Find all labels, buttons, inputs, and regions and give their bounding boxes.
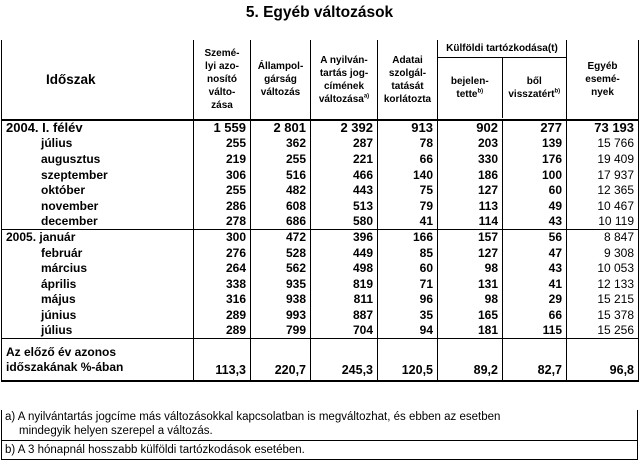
cell-citizenship: 608 [251,198,311,214]
cell-returned: 29 [503,292,567,308]
table-row [2,167,639,183]
cell-reported: 127 [438,182,503,198]
comparison-returned: 82,7 [503,338,567,381]
cell-data-restriction: 140 [378,167,438,183]
cell-personal-id: 255 [194,182,251,198]
comparison-personal-id: 113,3 [194,338,251,381]
cell-reported: 902 [438,120,503,136]
header-personal-id: Szemé- lyi azo- nosító válto- zása [194,40,251,120]
cell-other-events: 8 847 [567,229,639,245]
comparison-other-events: 96,8 [567,338,639,381]
row-period: április [2,276,194,292]
cell-data-restriction: 94 [378,323,438,339]
comparison-label: Az előző év azonos időszakának %-ában [2,338,194,381]
cell-citizenship: 993 [251,307,311,323]
table-row [2,245,639,261]
cell-returned: 47 [503,245,567,261]
row-period: május [2,292,194,308]
comparison-citizenship: 220,7 [251,338,311,381]
cell-citizenship: 362 [251,136,311,152]
row-period: augusztus [2,151,194,167]
cell-other-events: 15 766 [567,136,639,152]
cell-registration-title: 443 [311,182,378,198]
table-row [2,182,639,198]
cell-reported: 157 [438,229,503,245]
cell-reported: 98 [438,260,503,276]
cell-other-events: 15 215 [567,292,639,308]
header-other-events: Egyéb esemé- nyek [567,40,639,120]
cell-reported: 98 [438,292,503,308]
cell-citizenship: 2 801 [251,120,311,136]
cell-personal-id: 289 [194,323,251,339]
table-row [2,292,639,308]
cell-citizenship: 528 [251,245,311,261]
cell-citizenship: 516 [251,167,311,183]
cell-returned: 139 [503,136,567,152]
cell-registration-title: 396 [311,229,378,245]
header-reported: bejelen- tette$^{b)}$ [450,76,489,100]
row-period: szeptember [2,167,194,183]
cell-reported: 181 [438,323,503,339]
cell-data-restriction: 66 [378,151,438,167]
cell-data-restriction: 85 [378,245,438,261]
cell-returned: 43 [503,260,567,276]
footnote-a: a) A nyilvántartás jogcíme más változásokkal kapcsolatban is megváltozhat, és ebben az esetben mindegyik helyen szerepel a változás. [1,410,638,441]
cell-other-events: 10 053 [567,260,639,276]
header-data-restriction: Adatai szolgál- tatását korlátozta [378,40,438,120]
table-row [2,307,639,323]
cell-data-restriction: 35 [378,307,438,323]
cell-personal-id: 289 [194,307,251,323]
row-period: június [2,307,194,323]
page-title: 5. Egyéb változások [245,4,394,21]
cell-personal-id: 276 [194,245,251,261]
cell-data-restriction: 78 [378,136,438,152]
cell-citizenship: 935 [251,276,311,292]
table-row [2,198,639,214]
cell-personal-id: 286 [194,198,251,214]
cell-other-events: 12 133 [567,276,639,292]
cell-registration-title: 819 [311,276,378,292]
cell-reported: 203 [438,136,503,152]
cell-registration-title: 513 [311,198,378,214]
header-row [2,40,639,120]
cell-citizenship: 482 [251,182,311,198]
row-period: december [2,214,194,230]
cell-registration-title: 580 [311,214,378,230]
cell-reported: 165 [438,307,503,323]
cell-personal-id: 316 [194,292,251,308]
row-period: november [2,198,194,214]
cell-other-events: 12 365 [567,182,639,198]
cell-reported: 114 [438,214,503,230]
cell-reported: 127 [438,245,503,261]
table-row [2,276,639,292]
cell-returned: 100 [503,167,567,183]
cell-personal-id: 300 [194,229,251,245]
footnote-b: b) A 3 hónapnál hosszabb külföldi tartózkodások esetében. [1,441,638,460]
cell-personal-id: 306 [194,167,251,183]
cell-reported: 131 [438,276,503,292]
cell-returned: 60 [503,182,567,198]
cell-citizenship: 472 [251,229,311,245]
cell-data-restriction: 96 [378,292,438,308]
table-row [2,323,639,339]
cell-personal-id: 338 [194,276,251,292]
table-row [2,136,639,152]
cell-returned: 43 [503,214,567,230]
row-period: július [2,323,194,339]
cell-citizenship: 938 [251,292,311,308]
header-citizenship: Állampol- gárság változás [251,40,311,120]
cell-other-events: 15 378 [567,307,639,323]
cell-citizenship: 562 [251,260,311,276]
cell-other-events: 17 937 [567,167,639,183]
cell-citizenship: 799 [251,323,311,339]
cell-returned: 176 [503,151,567,167]
cell-registration-title: 449 [311,245,378,261]
cell-registration-title: 2 392 [311,120,378,136]
row-period: február [2,245,194,261]
header-returned: ből visszatért$^{b)}$ [502,58,567,118]
table-row [2,120,639,136]
row-period: július [2,136,194,152]
cell-other-events: 9 308 [567,245,639,261]
cell-data-restriction: 166 [378,229,438,245]
row-period: október [2,182,194,198]
cell-personal-id: 1 559 [194,120,251,136]
table-row [2,151,639,167]
cell-registration-title: 811 [311,292,378,308]
cell-returned: 41 [503,276,567,292]
cell-other-events: 73 193 [567,120,639,136]
row-period: 2005. január [2,229,194,245]
cell-returned: 277 [503,120,567,136]
cell-personal-id: 278 [194,214,251,230]
cell-data-restriction: 79 [378,198,438,214]
comparison-reported: 89,2 [438,338,503,381]
table-row [2,260,639,276]
row-period: 2004. I. félév [2,120,194,136]
cell-registration-title: 466 [311,167,378,183]
row-period: március [2,260,194,276]
cell-returned: 115 [503,323,567,339]
cell-returned: 56 [503,229,567,245]
comparison-row [2,338,639,381]
table-row [2,214,639,230]
cell-other-events: 10 467 [567,198,639,214]
cell-reported: 186 [438,167,503,183]
cell-data-restriction: 41 [378,214,438,230]
header-period: Időszak [2,40,194,120]
comparison-data-restriction: 120,5 [378,338,438,381]
changes-table [1,40,639,382]
cell-registration-title: 704 [311,323,378,339]
cell-reported: 113 [438,198,503,214]
cell-other-events: 10 119 [567,214,639,230]
cell-personal-id: 264 [194,260,251,276]
cell-data-restriction: 60 [378,260,438,276]
cell-returned: 66 [503,307,567,323]
cell-data-restriction: 913 [378,120,438,136]
cell-reported: 330 [438,151,503,167]
header-foreign-title: Külföldi tartózkodása(t) [438,40,566,58]
header-foreign-stay [438,40,567,120]
cell-personal-id: 255 [194,136,251,152]
cell-data-restriction: 75 [378,182,438,198]
cell-data-restriction: 71 [378,276,438,292]
cell-personal-id: 219 [194,151,251,167]
cell-registration-title: 221 [311,151,378,167]
cell-other-events: 19 409 [567,151,639,167]
comparison-registration-title: 245,3 [311,338,378,381]
cell-registration-title: 498 [311,260,378,276]
cell-registration-title: 887 [311,307,378,323]
table-row [2,229,639,245]
cell-citizenship: 255 [251,151,311,167]
cell-returned: 49 [503,198,567,214]
cell-other-events: 15 256 [567,323,639,339]
cell-citizenship: 686 [251,214,311,230]
header-registration-title: A nyilván- tartás jog- címének változása$^{a)}$ [311,40,378,120]
cell-registration-title: 287 [311,136,378,152]
